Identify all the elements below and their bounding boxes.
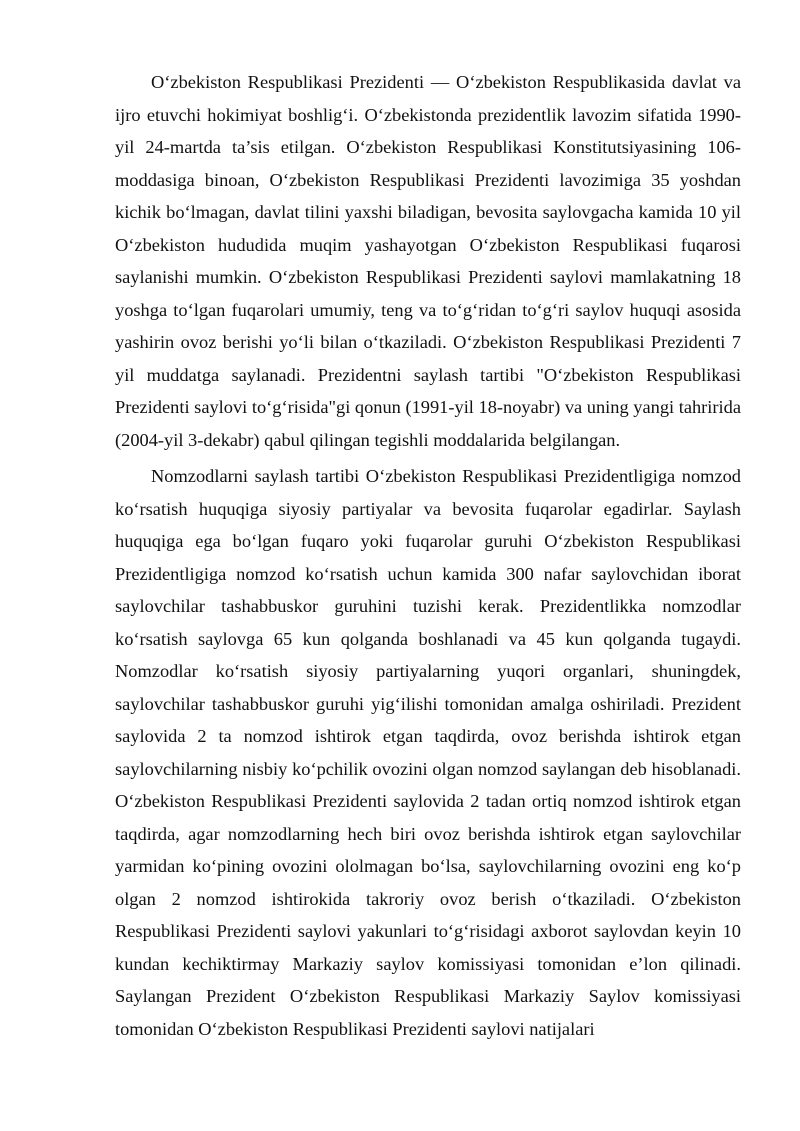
paragraph-president-overview: O‘zbekiston Respublikasi Prezidenti — O‘zbekiston Respublikasida davlat va ijro etuvchi hokimiyat boshlig‘i. O‘zbekistonda prezidentlik lavozim sifatida 1990-yil 24-martda ta’sis etilgan. O‘zbekiston Respublikasi Konstitutsiyasining 106-moddasiga binoan, O‘zbekiston Respublikasi Prezidenti lavozimiga 35 yoshdan kichik bo‘lmagan, davlat tilini yaxshi biladigan, bevosita saylovgacha kamida 10 yil O‘zbekiston hududida muqim yashayotgan O‘zbekiston Respublikasi fuqarosi saylanishi mumkin. O‘zbekiston Respublikasi Prezidenti saylovi mamlakatning 18 yoshga to‘lgan fuqarolari umumiy, teng va to‘g‘ridan to‘g‘ri saylov huquqi asosida yashirin ovoz berishi yo‘li bilan o‘tkaziladi. O‘zbekiston Respublikasi Prezidenti 7 yil muddatga saylanadi. Prezidentni saylash tartibi "O‘zbekiston Respublikasi Prezidenti saylovi to‘g‘risida"gi qonun (1991-yil 18-noyabr) va uning yangi tahririda (2004-yil 3-dekabr) qabul qilingan tegishli moddalarida belgilangan. — [115, 72, 742, 450]
document-body — [115, 66, 741, 1049]
paragraph-nomination-procedure: Nomzodlarni saylash tartibi O‘zbekiston Respublikasi Prezidentligiga nomzod ko‘rsatish huquqiga siyosiy partiyalar va bevosita fuqarolar egadirlar. Saylash huquqiga ega bo‘lgan fuqaro yoki fuqarolar guruhi O‘zbekiston Respublikasi Prezidentligiga nomzod ko‘rsatish uchun kamida 300 nafar saylovchidan iborat saylovchilar tashabbuskor guruhini tuzishi kerak. Prezidentlikka nomzodlar ko‘rsatish saylovga 65 kun qolganda boshlanadi va 45 kun qolganda tugaydi. Nomzodlar ko‘rsatish siyosiy partiyalarning yuqori organlari, shuningdek, saylovchilar tashabbuskor guruhi yig‘ilishi tomonidan amalga oshiriladi. Prezident saylovida 2 ta nomzod ishtirok etgan taqdirda, ovoz berishda ishtirok etgan saylovchilarning nisbiy ko‘pchilik ovozini olgan nomzod saylangan deb hisoblanadi. O‘zbekiston Respublikasi Prezidenti saylovida 2 tadan ortiq nomzod ishtirok etgan taqdirda, agar nomzodlarning hech biri ovoz berishda ishtirok etgan saylovchilar yarmidan ko‘pining ovozini ololmagan bo‘lsa, saylovchilarning ovozini eng ko‘p olgan 2 nomzod ishtirokida takroriy ovoz berish o‘tkaziladi. O‘zbekiston Respublikasi Prezidenti saylovi yakunlari to‘g‘risidagi axborot saylovdan keyin 10 kundan kechiktirmay Markaziy saylov komissiyasi tomonidan e’lon qilinadi. Saylangan Prezident O‘zbekiston Respublikasi Markaziy Saylov komissiyasi tomonidan O‘zbekiston Respublikasi Prezidenti saylovi natijalari — [115, 466, 741, 1039]
